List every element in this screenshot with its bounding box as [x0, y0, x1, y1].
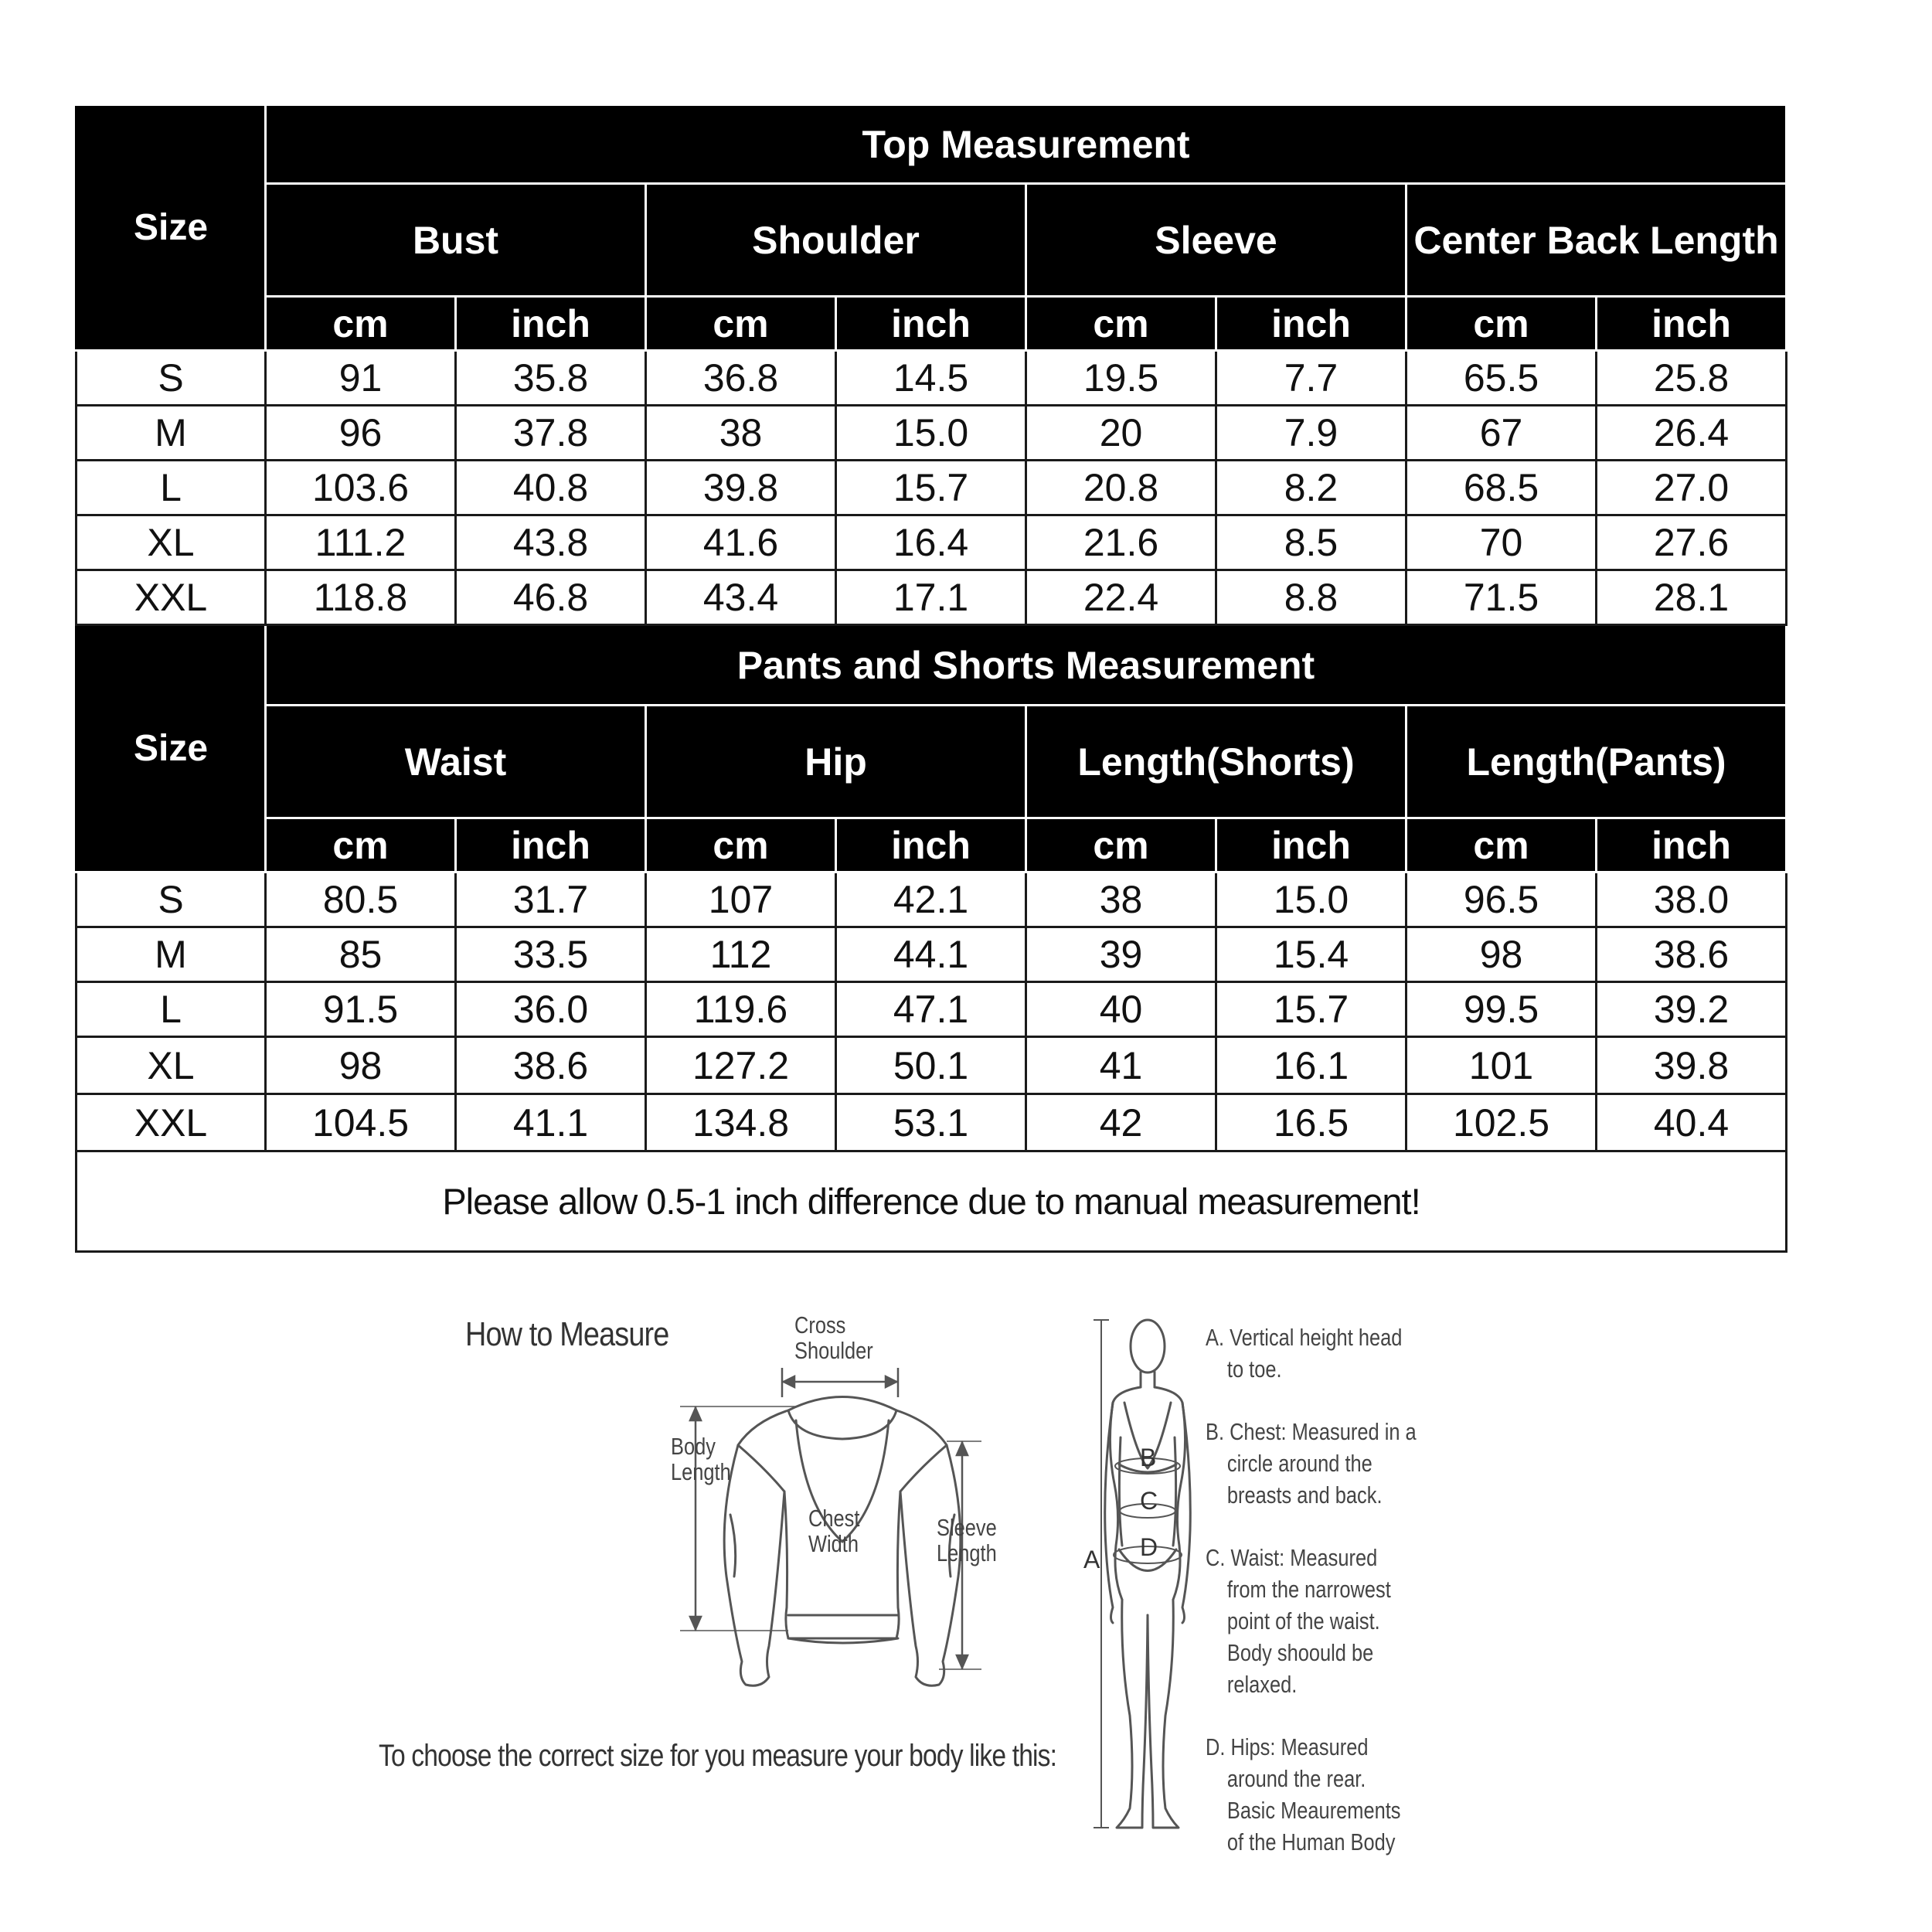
pants-unit-inch-header: inch — [836, 818, 1026, 872]
top-table-row — [77, 570, 1787, 625]
top-value-cell: 103.6 — [266, 461, 456, 515]
pants-value-cell: 16.5 — [1216, 1094, 1406, 1151]
pants-size-cell: XL — [77, 1037, 266, 1094]
pants-value-cell: 102.5 — [1406, 1094, 1597, 1151]
pants-value-cell: 39.2 — [1597, 982, 1787, 1037]
top-table-row — [77, 351, 1787, 406]
pants-value-cell: 104.5 — [266, 1094, 456, 1151]
top-value-cell: 26.4 — [1597, 406, 1787, 461]
measurement-note-item: A. Vertical height head to toe. — [1206, 1324, 1403, 1383]
pants-value-cell: 36.0 — [456, 982, 646, 1037]
pants-value-cell: 39 — [1026, 927, 1216, 982]
pants-value-cell: 38 — [1026, 872, 1216, 927]
pants-value-cell: 15.4 — [1216, 927, 1406, 982]
top-value-cell: 22.4 — [1026, 570, 1216, 625]
top-value-cell: 65.5 — [1406, 351, 1597, 406]
top-value-cell: 91 — [266, 351, 456, 406]
pants-value-cell: 38.6 — [456, 1037, 646, 1094]
letter-b-label: B — [1140, 1444, 1157, 1471]
measurement-notes-list — [1206, 1321, 1530, 1889]
top-value-cell: 8.5 — [1216, 515, 1406, 570]
length-pants-header: Length(Pants) — [1406, 706, 1787, 818]
top-value-cell: 15.7 — [836, 461, 1026, 515]
pants-size-cell: M — [77, 927, 266, 982]
center-back-length-header: Center Back Length — [1406, 184, 1787, 297]
top-value-cell: 43.4 — [646, 570, 836, 625]
pants-value-cell: 134.8 — [646, 1094, 836, 1151]
pants-size-header: Size — [77, 625, 266, 872]
top-unit-cm-header: cm — [1406, 297, 1597, 351]
top-size-header: Size — [77, 105, 266, 351]
top-value-cell: 111.2 — [266, 515, 456, 570]
top-value-cell: 35.8 — [456, 351, 646, 406]
pants-table-row — [77, 982, 1787, 1037]
sleeve-header: Sleeve — [1026, 184, 1406, 297]
top-table-row — [77, 515, 1787, 570]
top-value-cell: 25.8 — [1597, 351, 1787, 406]
top-value-cell: 7.7 — [1216, 351, 1406, 406]
top-size-cell: XXL — [77, 570, 266, 625]
pants-value-cell: 42 — [1026, 1094, 1216, 1151]
top-value-cell: 38 — [646, 406, 836, 461]
pants-value-cell: 42.1 — [836, 872, 1026, 927]
how-to-measure-title: How to Measure — [465, 1315, 669, 1353]
top-value-cell: 39.8 — [646, 461, 836, 515]
top-value-cell: 14.5 — [836, 351, 1026, 406]
pants-value-cell: 85 — [266, 927, 456, 982]
pants-value-cell: 98 — [266, 1037, 456, 1094]
top-unit-cm-header: cm — [1026, 297, 1216, 351]
top-value-cell: 37.8 — [456, 406, 646, 461]
pants-value-cell: 31.7 — [456, 872, 646, 927]
top-value-cell: 118.8 — [266, 570, 456, 625]
choose-size-instruction: To choose the correct size for you measure your body like this: — [379, 1739, 1057, 1773]
pants-unit-cm-header: cm — [266, 818, 456, 872]
top-unit-cm-header: cm — [646, 297, 836, 351]
size-chart-table — [75, 104, 1787, 1253]
top-value-cell: 15.0 — [836, 406, 1026, 461]
waist-header: Waist — [266, 706, 646, 818]
top-value-cell: 67 — [1406, 406, 1597, 461]
pants-unit-cm-header: cm — [1406, 818, 1597, 872]
top-unit-inch-header: inch — [836, 297, 1026, 351]
pants-unit-inch-header: inch — [1597, 818, 1787, 872]
pants-value-cell: 98 — [1406, 927, 1597, 982]
pants-size-cell: L — [77, 982, 266, 1037]
pants-value-cell: 38.0 — [1597, 872, 1787, 927]
chest-width-label: Chest Width — [808, 1505, 860, 1557]
top-value-cell: 71.5 — [1406, 570, 1597, 625]
pants-value-cell: 44.1 — [836, 927, 1026, 982]
top-unit-inch-header: inch — [1216, 297, 1406, 351]
top-value-cell: 20 — [1026, 406, 1216, 461]
measurement-note-item: C. Waist: Measured from the narrowest point of the waist. Body shoould be relaxed. — [1206, 1544, 1391, 1698]
body-length-label: Body Length — [671, 1433, 731, 1485]
pants-table-row — [77, 1094, 1787, 1151]
top-table-row — [77, 461, 1787, 515]
pants-value-cell: 99.5 — [1406, 982, 1597, 1037]
pants-unit-inch-header: inch — [1216, 818, 1406, 872]
pants-value-cell: 15.0 — [1216, 872, 1406, 927]
top-value-cell: 43.8 — [456, 515, 646, 570]
top-size-cell: M — [77, 406, 266, 461]
top-value-cell: 41.6 — [646, 515, 836, 570]
letter-d-label: D — [1140, 1533, 1158, 1561]
top-value-cell: 20.8 — [1026, 461, 1216, 515]
pants-value-cell: 39.8 — [1597, 1037, 1787, 1094]
pants-value-cell: 41.1 — [456, 1094, 646, 1151]
pants-value-cell: 112 — [646, 927, 836, 982]
pants-value-cell: 107 — [646, 872, 836, 927]
bust-header: Bust — [266, 184, 646, 297]
pants-value-cell: 16.1 — [1216, 1037, 1406, 1094]
top-measurement-title: Top Measurement — [266, 105, 1787, 184]
letter-c-label: C — [1140, 1487, 1158, 1515]
top-value-cell: 21.6 — [1026, 515, 1216, 570]
pants-value-cell: 40.4 — [1597, 1094, 1787, 1151]
pants-measurement-title: Pants and Shorts Measurement — [266, 625, 1787, 706]
measurement-note: Please allow 0.5-1 inch difference due to manual measurement! — [77, 1151, 1787, 1252]
pants-value-cell: 53.1 — [836, 1094, 1026, 1151]
hip-header: Hip — [646, 706, 1026, 818]
pants-value-cell: 101 — [1406, 1037, 1597, 1094]
top-unit-inch-header: inch — [1597, 297, 1787, 351]
pants-size-cell: XXL — [77, 1094, 266, 1151]
measurement-note-item: D. Hips: Measured around the rear. Basic Meaurements of the Human Body — [1206, 1733, 1401, 1855]
top-value-cell: 27.0 — [1597, 461, 1787, 515]
pants-value-cell: 127.2 — [646, 1037, 836, 1094]
pants-value-cell: 40 — [1026, 982, 1216, 1037]
top-value-cell: 8.8 — [1216, 570, 1406, 625]
top-size-cell: XL — [77, 515, 266, 570]
pants-value-cell: 91.5 — [266, 982, 456, 1037]
shoulder-header: Shoulder — [646, 184, 1026, 297]
top-value-cell: 28.1 — [1597, 570, 1787, 625]
pants-value-cell: 50.1 — [836, 1037, 1026, 1094]
pants-unit-cm-header: cm — [646, 818, 836, 872]
pants-size-cell: S — [77, 872, 266, 927]
top-value-cell: 16.4 — [836, 515, 1026, 570]
pants-table-row — [77, 927, 1787, 982]
pants-value-cell: 41 — [1026, 1037, 1216, 1094]
pants-value-cell: 80.5 — [266, 872, 456, 927]
sleeve-length-label: Sleeve Length — [937, 1514, 997, 1566]
top-value-cell: 7.9 — [1216, 406, 1406, 461]
top-value-cell: 19.5 — [1026, 351, 1216, 406]
top-value-cell: 70 — [1406, 515, 1597, 570]
pants-value-cell: 119.6 — [646, 982, 836, 1037]
pants-value-cell: 96.5 — [1406, 872, 1597, 927]
pants-value-cell: 47.1 — [836, 982, 1026, 1037]
top-value-cell: 46.8 — [456, 570, 646, 625]
pants-value-cell: 33.5 — [456, 927, 646, 982]
top-size-cell: S — [77, 351, 266, 406]
top-value-cell: 27.6 — [1597, 515, 1787, 570]
top-unit-inch-header: inch — [456, 297, 646, 351]
pants-unit-inch-header: inch — [456, 818, 646, 872]
length-shorts-header: Length(Shorts) — [1026, 706, 1406, 818]
top-table-row — [77, 406, 1787, 461]
letter-a-label: A — [1083, 1546, 1100, 1573]
top-value-cell: 8.2 — [1216, 461, 1406, 515]
cross-shoulder-label: Cross Shoulder — [794, 1311, 873, 1364]
top-unit-cm-header: cm — [266, 297, 456, 351]
top-value-cell: 17.1 — [836, 570, 1026, 625]
top-value-cell: 40.8 — [456, 461, 646, 515]
pants-table-row — [77, 1037, 1787, 1094]
measurement-note-item: B. Chest: Measured in a circle around the breasts and back. — [1206, 1418, 1417, 1509]
top-value-cell: 68.5 — [1406, 461, 1597, 515]
pants-unit-cm-header: cm — [1026, 818, 1216, 872]
pants-value-cell: 15.7 — [1216, 982, 1406, 1037]
pants-value-cell: 38.6 — [1597, 927, 1787, 982]
pants-table-row — [77, 872, 1787, 927]
top-size-cell: L — [77, 461, 266, 515]
top-value-cell: 96 — [266, 406, 456, 461]
top-value-cell: 36.8 — [646, 351, 836, 406]
